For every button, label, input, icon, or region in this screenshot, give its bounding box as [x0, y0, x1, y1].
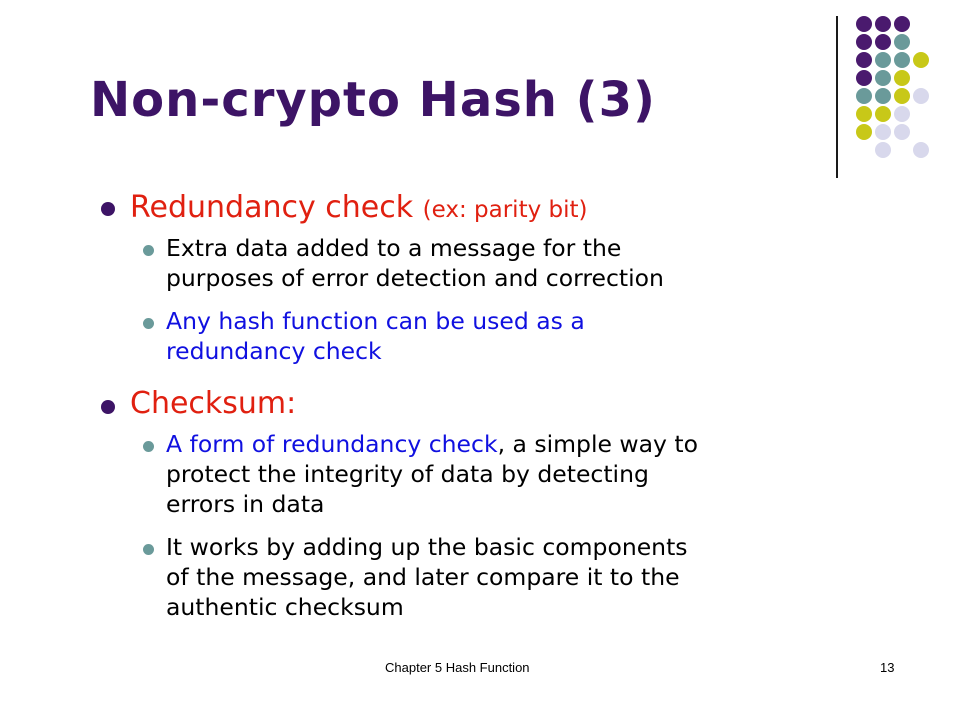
decor-dot: [856, 70, 872, 86]
highlighted-term: A form of redundancy check: [166, 430, 498, 458]
decor-dot: [913, 88, 929, 104]
decor-dot: [875, 142, 891, 158]
decor-dot: [913, 52, 929, 68]
decor-dot: [894, 124, 910, 140]
decor-dot: [894, 16, 910, 32]
decor-dot: [875, 70, 891, 86]
sub-bullet-line: of the message, and later compare it to the: [166, 563, 680, 591]
sub-bullet-line: errors in data: [166, 490, 325, 518]
sub-bullet-marker: [143, 245, 154, 256]
sub-bullet-marker: [143, 318, 154, 329]
decor-dot: [875, 52, 891, 68]
decor-dot: [856, 106, 872, 122]
decor-dot: [856, 52, 872, 68]
decor-dot: [856, 124, 872, 140]
decor-dot: [875, 88, 891, 104]
sub-bullet-line: It works by adding up the basic components: [166, 533, 688, 561]
line-rest: , a simple way to: [497, 430, 699, 458]
bullet-heading-redundancy-check: [130, 190, 588, 228]
decor-dot: [875, 106, 891, 122]
decor-dot: [894, 88, 910, 104]
decor-dot: [894, 34, 910, 50]
sub-bullet-marker: [143, 544, 154, 555]
slide-title: Non-crypto Hash (3): [90, 72, 656, 128]
bullet-heading-checksum: Checksum:: [130, 386, 297, 421]
decor-dot: [875, 124, 891, 140]
heading-text: Redundancy check: [130, 190, 414, 225]
sub-bullet-line: purposes of error detection and correction: [166, 264, 664, 292]
sub-bullet-line: redundancy check: [166, 337, 382, 365]
sub-bullet-line: [166, 431, 698, 457]
footer-page-number: 13: [880, 660, 895, 675]
sub-bullet-line: Extra data added to a message for the: [166, 234, 622, 262]
decor-dot: [894, 106, 910, 122]
decor-dot: [894, 52, 910, 68]
decor-dot: [913, 142, 929, 158]
heading-note: (ex: parity bit): [422, 197, 588, 223]
decor-dot: [875, 16, 891, 32]
sub-bullet-line: protect the integrity of data by detecting: [166, 460, 649, 488]
decor-dot: [856, 34, 872, 50]
decorative-divider-line: [836, 16, 838, 178]
decor-dot: [875, 34, 891, 50]
decor-dot: [856, 88, 872, 104]
sub-bullet-line: Any hash function can be used as a: [166, 307, 585, 335]
decor-dot: [856, 16, 872, 32]
bullet-marker: [101, 400, 115, 414]
sub-bullet-marker: [143, 441, 154, 452]
sub-bullet-line: authentic checksum: [166, 593, 404, 621]
decor-dot: [894, 70, 910, 86]
footer-chapter: Chapter 5 Hash Function: [385, 660, 530, 675]
bullet-marker: [101, 202, 115, 216]
